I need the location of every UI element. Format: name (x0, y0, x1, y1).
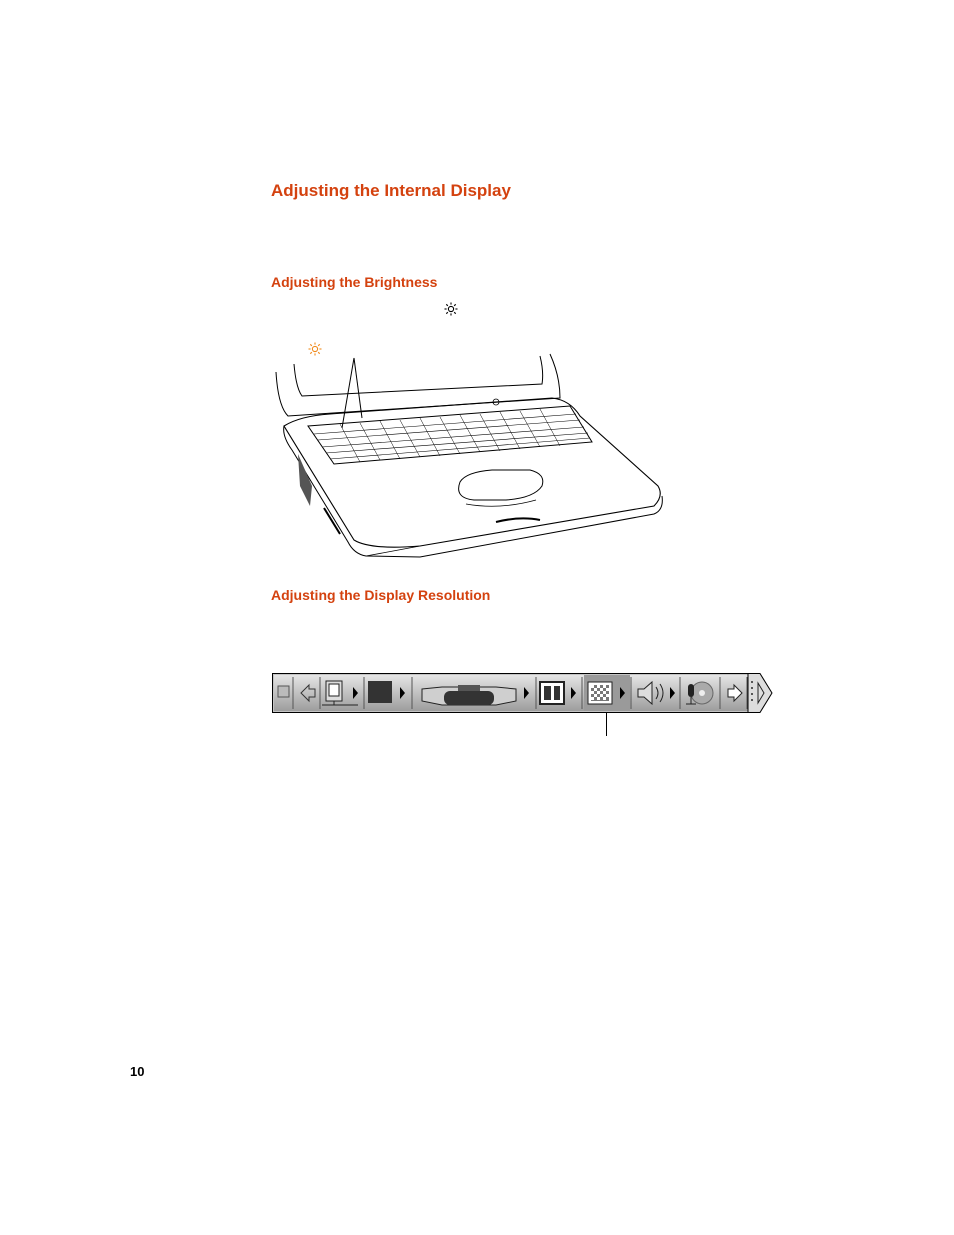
brightness-heading: Adjusting the Brightness (271, 274, 438, 290)
laptop-illustration (270, 336, 670, 561)
page-number: 10 (130, 1064, 145, 1079)
close-box-icon[interactable] (278, 686, 289, 697)
resolution-callout-line (606, 712, 607, 736)
resolution-module-icon[interactable] (584, 675, 630, 711)
control-strip (272, 673, 774, 715)
batteries-module-icon[interactable] (422, 685, 516, 705)
section-title: Adjusting the Internal Display (271, 181, 511, 200)
end-tab-icon[interactable] (748, 674, 772, 713)
sleep-module-icon[interactable] (368, 681, 392, 703)
callout-brightness-sun-icon (309, 343, 322, 356)
display-mode-module-icon[interactable] (540, 682, 564, 704)
brightness-sun-icon (444, 302, 458, 316)
resolution-heading: Adjusting the Display Resolution (271, 587, 491, 603)
